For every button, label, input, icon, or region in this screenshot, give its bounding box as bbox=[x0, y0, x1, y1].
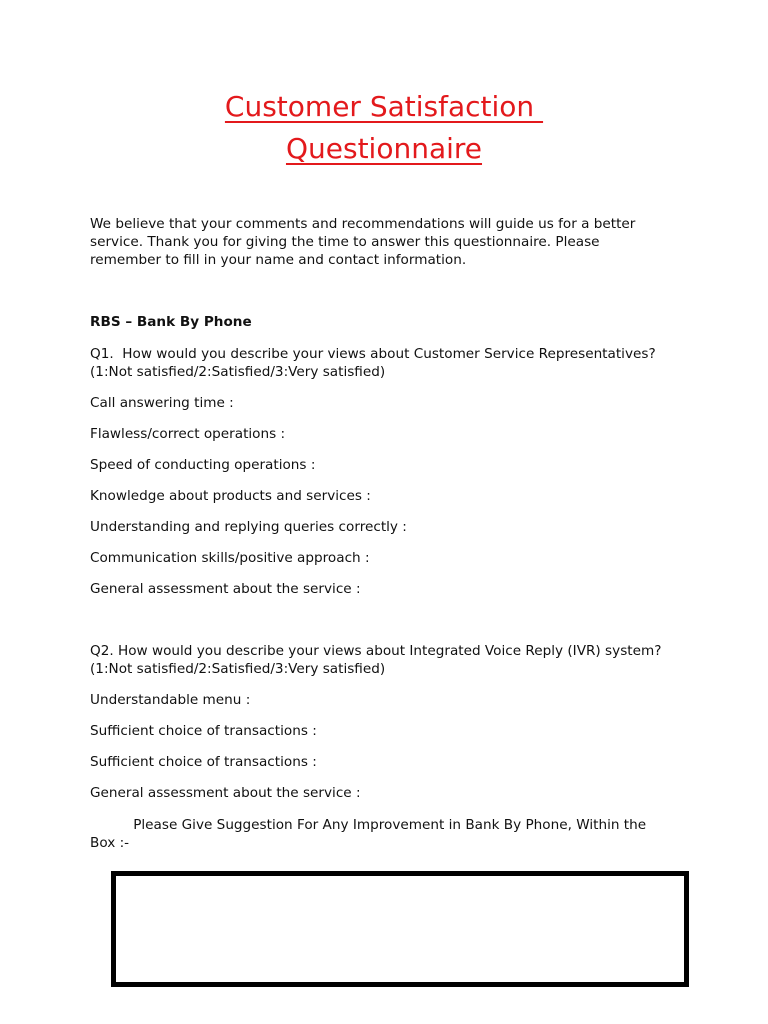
intro-line-2: service. Thank you for giving the time to answer this questionnaire. Please bbox=[90, 234, 600, 250]
q1-item: Understanding and replying queries correctly : bbox=[90, 519, 407, 535]
suggestion-line-2: Box :- bbox=[90, 835, 130, 851]
q2-scale: (1:Not satisfied/2:Satisfied/3:Very satisfied) bbox=[90, 661, 386, 677]
q2-question: Q2. How would you describe your views about Integrated Voice Reply (IVR) system? bbox=[90, 643, 662, 659]
q1-item: Speed of conducting operations : bbox=[90, 457, 316, 473]
q2-item: Understandable menu : bbox=[90, 692, 251, 708]
q1-question: Q1. How would you describe your views about Customer Service Representatives? bbox=[90, 346, 656, 362]
q1-item: General assessment about the service : bbox=[90, 581, 361, 597]
intro-line-3: remember to fill in your name and contact information. bbox=[90, 252, 467, 268]
q1-item: Call answering time : bbox=[90, 395, 234, 411]
q2-item: Sufficient choice of transactions : bbox=[90, 754, 317, 770]
q2-item: General assessment about the service : bbox=[90, 785, 361, 801]
q1-item: Flawless/correct operations : bbox=[90, 426, 286, 442]
page-title-line-1: Customer Satisfaction bbox=[224, 90, 544, 123]
suggestion-line-1: Please Give Suggestion For Any Improvement in Bank By Phone, Within the bbox=[90, 817, 647, 833]
suggestion-box[interactable] bbox=[111, 871, 689, 987]
q1-item: Knowledge about products and services : bbox=[90, 488, 371, 504]
page-title-line-2: Questionnaire bbox=[285, 132, 483, 165]
q2-item: Sufficient choice of transactions : bbox=[90, 723, 317, 739]
q1-scale: (1:Not satisfied/2:Satisfied/3:Very satisfied) bbox=[90, 364, 386, 380]
q1-item: Communication skills/positive approach : bbox=[90, 550, 370, 566]
section-heading: RBS – Bank By Phone bbox=[90, 314, 252, 330]
intro-line-1: We believe that your comments and recommendations will guide us for a better bbox=[90, 216, 636, 232]
